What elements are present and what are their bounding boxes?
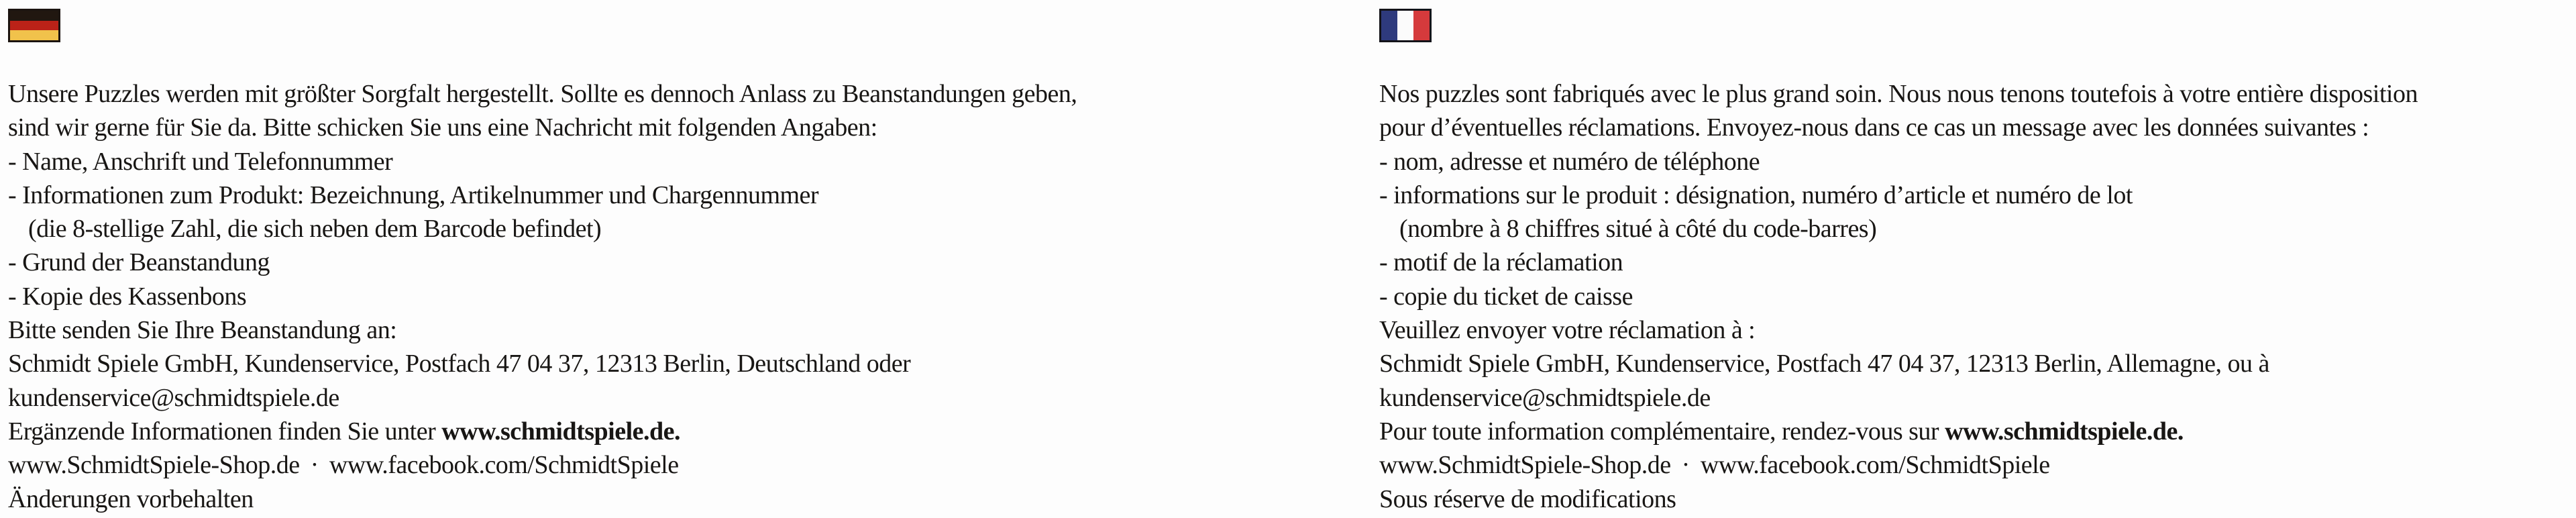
intro-line-1: Unsere Puzzles werden mit größter Sorgfalt hergestellt. Sollte es dennoch Anlass zu Beanstandungen geben, [8, 80, 1077, 108]
send-instruction: Veuillez envoyer votre réclamation à : [1379, 316, 1756, 345]
germany-flag-black-stripe [10, 11, 58, 21]
item-product-info: - informations sur le produit : désignation, numéro d’article et numéro de lot [1379, 180, 2133, 209]
links-line [8, 448, 1077, 482]
german-text-block [8, 77, 1077, 516]
send-instruction: Bitte senden Sie Ihre Beanstandung an: [8, 316, 397, 345]
separator-dot: · [310, 451, 319, 480]
shop-url: www.SchmidtSpiele-Shop.de [8, 451, 300, 480]
website-info-line [1379, 415, 2418, 448]
website-info-line [8, 415, 1077, 448]
item-name-address-phone: - Name, Anschrift und Telefonnummer [8, 147, 393, 176]
email-address: kundenservice@schmidtspiele.de [1379, 383, 1711, 412]
links-line [1379, 448, 2418, 482]
item-product-info-note: (nombre à 8 chiffres situé à côté du code-barres) [1399, 215, 1877, 244]
german-section [8, 0, 1296, 518]
germany-flag-red-stripe [10, 21, 58, 31]
germany-flag-gold-stripe [10, 30, 58, 40]
item-product-info-note: (die 8-stellige Zahl, die sich neben dem Barcode befindet) [28, 215, 602, 244]
item-receipt-copy: - copie du ticket de caisse [1379, 282, 1633, 311]
france-flag-blue-stripe [1381, 11, 1397, 40]
website-info-prefix: Ergänzende Informationen finden Sie unter [8, 417, 442, 446]
item-name-address-phone: - nom, adresse et numéro de téléphone [1379, 147, 1760, 176]
facebook-url: www.facebook.com/SchmidtSpiele [1700, 451, 2050, 480]
facebook-url: www.facebook.com/SchmidtSpiele [329, 451, 679, 480]
intro-line-2: pour d’éventuelles réclamations. Envoyez-nous dans ce cas un message avec les données suivantes : [1379, 113, 2369, 142]
france-flag-red-stripe [1413, 11, 1430, 40]
schmidtspiele-url: www.schmidtspiele.de. [441, 417, 681, 446]
intro-line-1: Nos puzzles sont fabriqués avec le plus grand soin. Nous nous tenons toutefois à votre entière disposition [1379, 80, 2418, 108]
shop-url: www.SchmidtSpiele-Shop.de [1379, 451, 1671, 480]
changes-reserved-note: Sous réserve de modifications [1379, 484, 1676, 513]
separator-dot: · [1681, 451, 1690, 480]
schmidtspiele-url: www.schmidtspiele.de. [1945, 417, 2184, 446]
french-text-block [1379, 77, 2418, 516]
item-complaint-reason: - Grund der Beanstandung [8, 248, 270, 277]
item-product-info: - Informationen zum Produkt: Bezeichnung, Artikelnummer und Chargennummer [8, 180, 819, 209]
changes-reserved-note: Änderungen vorbehalten [8, 484, 254, 513]
email-address: kundenservice@schmidtspiele.de [8, 383, 339, 412]
postal-address: Schmidt Spiele GmbH, Kundenservice, Postfach 47 04 37, 12313 Berlin, Deutschland oder [8, 350, 911, 378]
france-flag-white-stripe [1397, 11, 1413, 40]
item-complaint-reason: - motif de la réclamation [1379, 248, 1623, 277]
france-flag-icon [1379, 9, 1432, 42]
germany-flag-icon [8, 9, 60, 42]
french-section [1379, 0, 2576, 518]
website-info-prefix: Pour toute information complémentaire, rendez-vous sur [1379, 417, 1945, 446]
postal-address: Schmidt Spiele GmbH, Kundenservice, Postfach 47 04 37, 12313 Berlin, Allemagne, ou à [1379, 350, 2269, 378]
item-receipt-copy: - Kopie des Kassenbons [8, 282, 247, 311]
intro-line-2: sind wir gerne für Sie da. Bitte schicken Sie uns eine Nachricht mit folgenden Angaben: [8, 113, 877, 142]
